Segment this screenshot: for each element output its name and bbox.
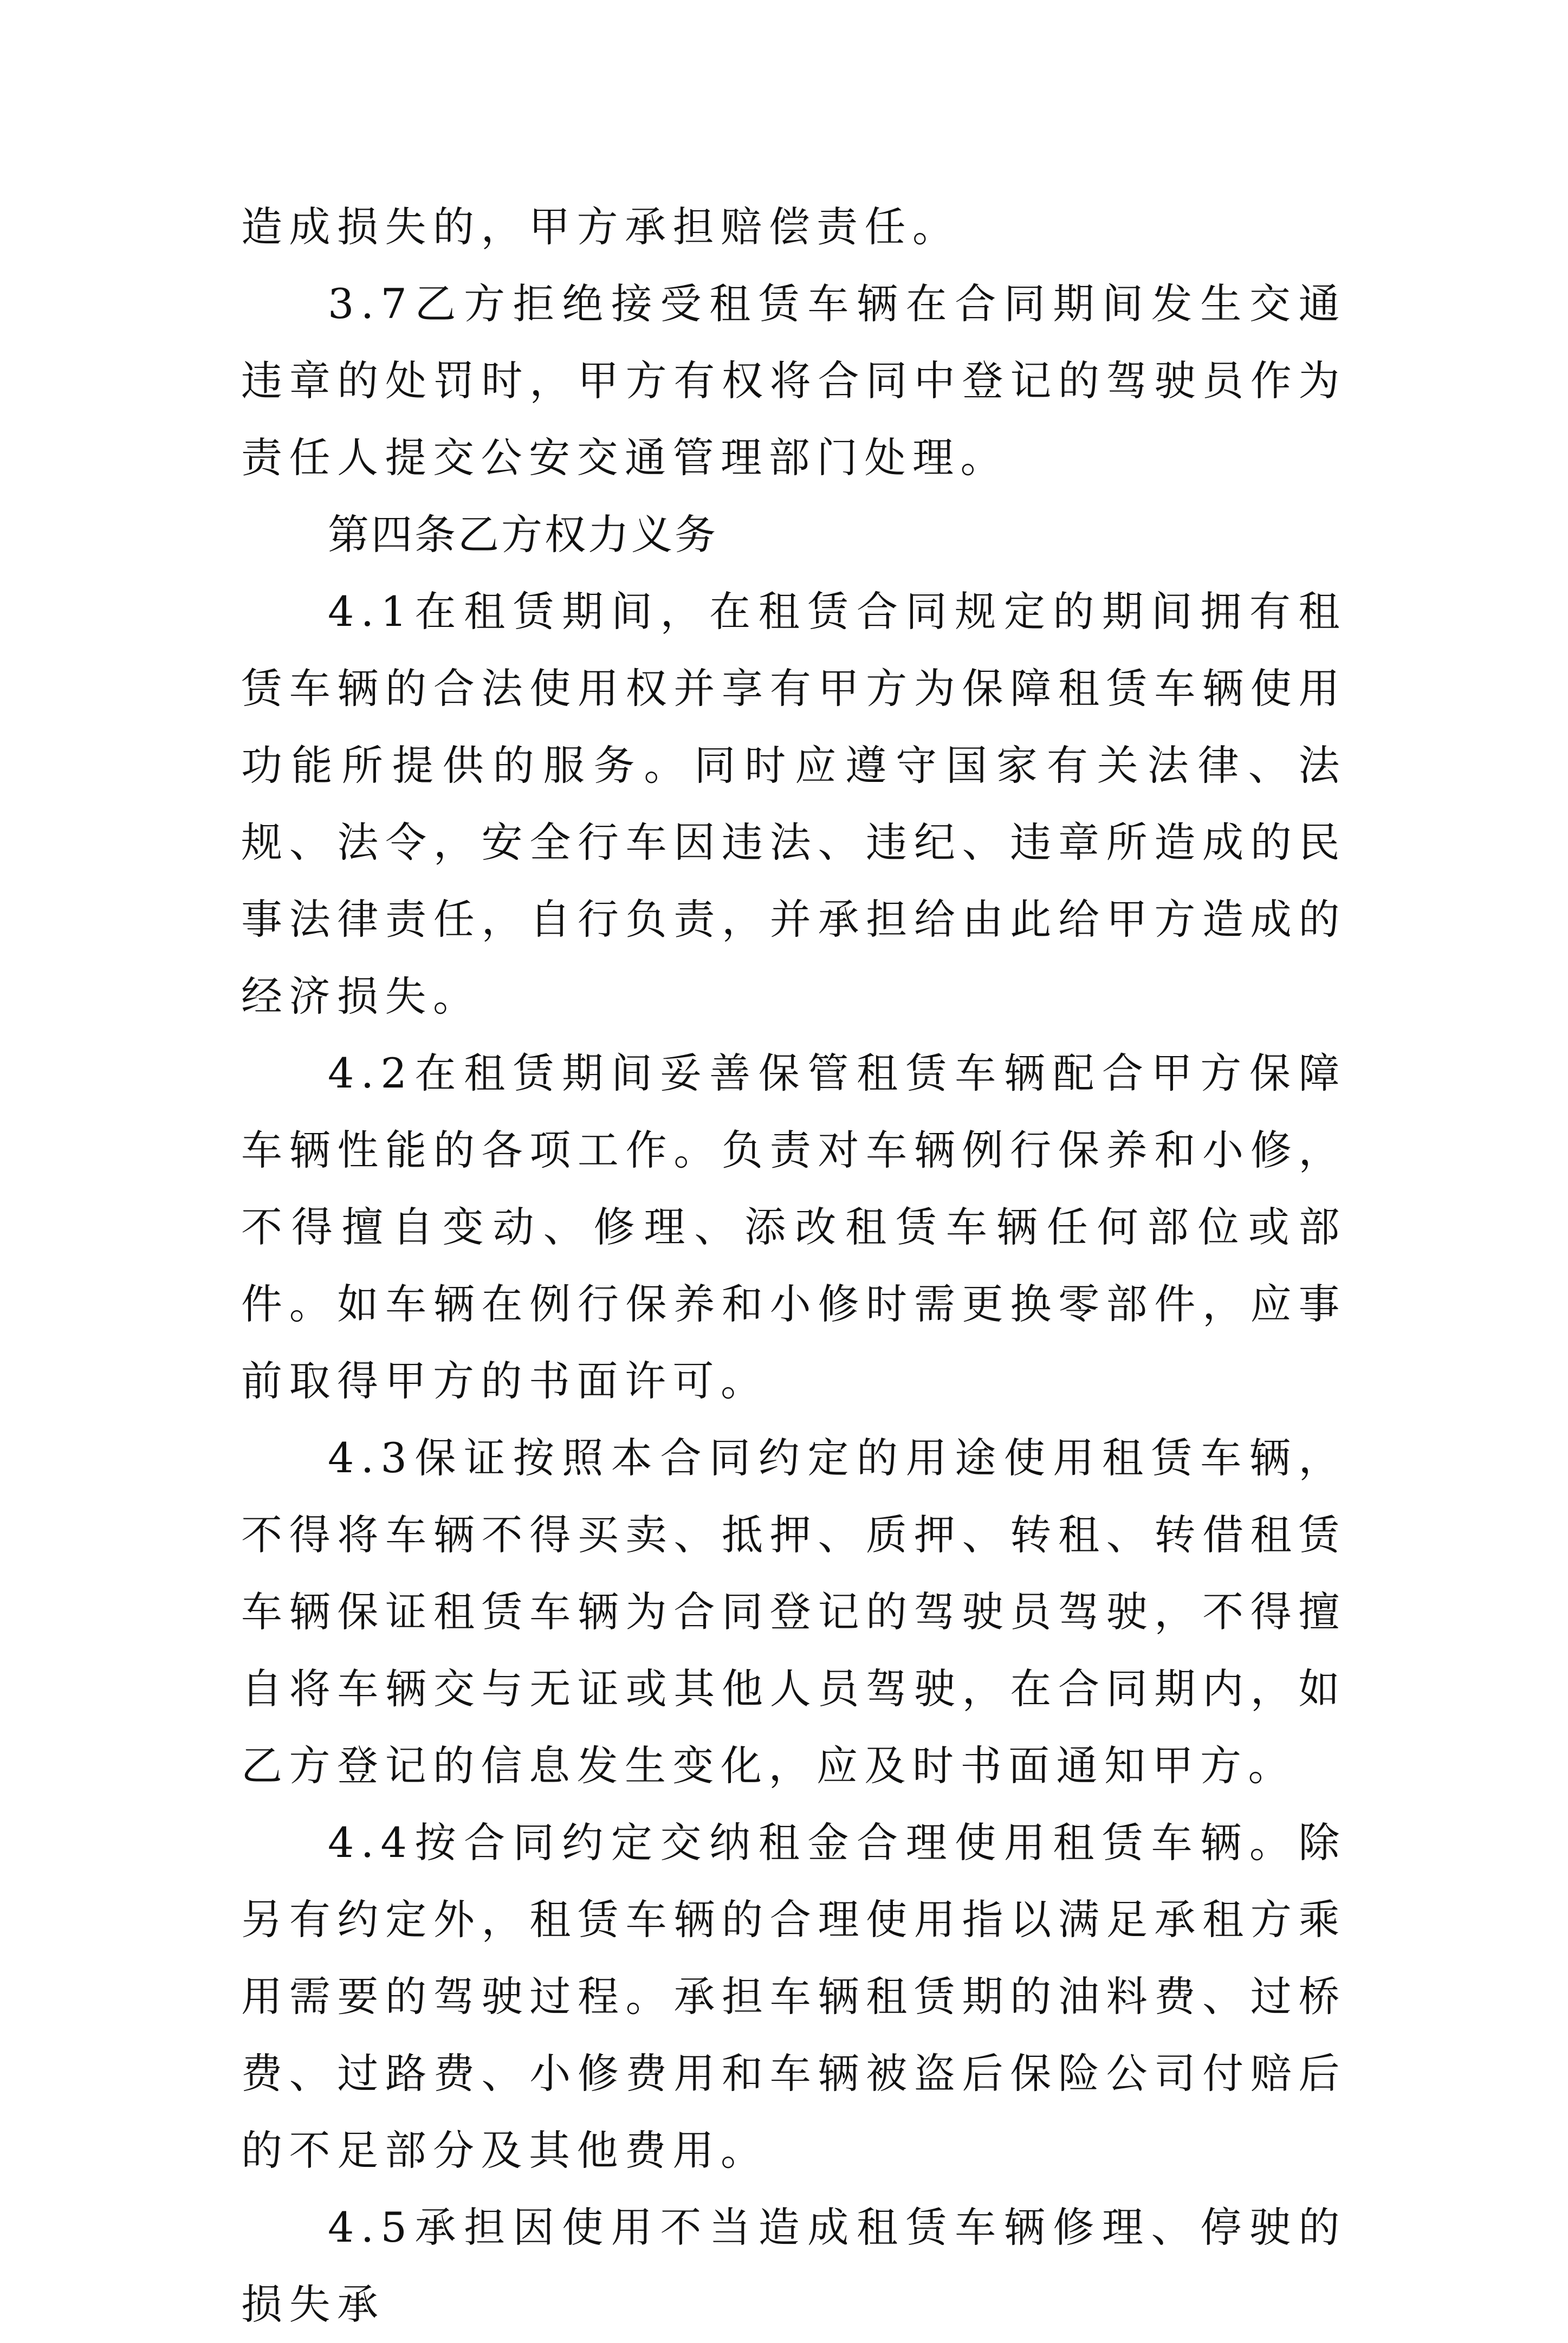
paragraph-1: 造成损失的，甲方承担赔偿责任。 xyxy=(241,203,961,251)
paragraph-4-2: 4.2在租赁期间妥善保管租赁车辆配合甲方保障车辆性能的各项工作。负责对车辆例行保养和小修，不得擅自变动、修理、添改租赁车辆任何部位或部件。如车辆在例行保养和小修时需更换零部件，应事前取得甲方的书面许可。 xyxy=(241,1049,1346,1405)
paragraph-4-3: 4.3保证按照本合同约定的用途使用租赁车辆，不得将车辆不得买卖、抵押、质押、转租、转借租赁车辆保证租赁车辆为合同登记的驾驶员驾驶，不得擅自将车辆交与无证或其他人员驾驶，在合同期内，如乙方登记的信息发生变化，应及时书面通知甲方。 xyxy=(241,1434,1346,1790)
document-page xyxy=(241,189,1346,2343)
paragraph-4-1: 4.1在租赁期间，在租赁合同规定的期间拥有租赁车辆的合法使用权并享有甲方为保障租赁车辆使用功能所提供的服务。同时应遵守国家有关法律、法规、法令，安全行车因违法、违纪、违章所造成的民事法律责任，自行负责，并承担给由此给甲方造成的经济损失。 xyxy=(241,587,1346,1020)
section-heading-article-4: 第四条乙方权力义务 xyxy=(328,510,718,559)
paragraph-4-5: 4.5承担因使用不当造成租赁车辆修理、停驶的损失承 xyxy=(241,2203,1346,2328)
paragraph-4-4: 4.4按合同约定交纳租金合理使用租赁车辆。除另有约定外，租赁车辆的合理使用指以满足承租方乘用需要的驾驶过程。承担车辆租赁期的油料费、过桥费、过路费、小修费用和车辆被盗后保险公司付赔后的不足部分及其他费用。 xyxy=(241,1818,1346,2174)
paragraph-3-7: 3.7乙方拒绝接受租赁车辆在合同期间发生交通违章的处罚时，甲方有权将合同中登记的驾驶员作为责任人提交公安交通管理部门处理。 xyxy=(241,280,1346,482)
